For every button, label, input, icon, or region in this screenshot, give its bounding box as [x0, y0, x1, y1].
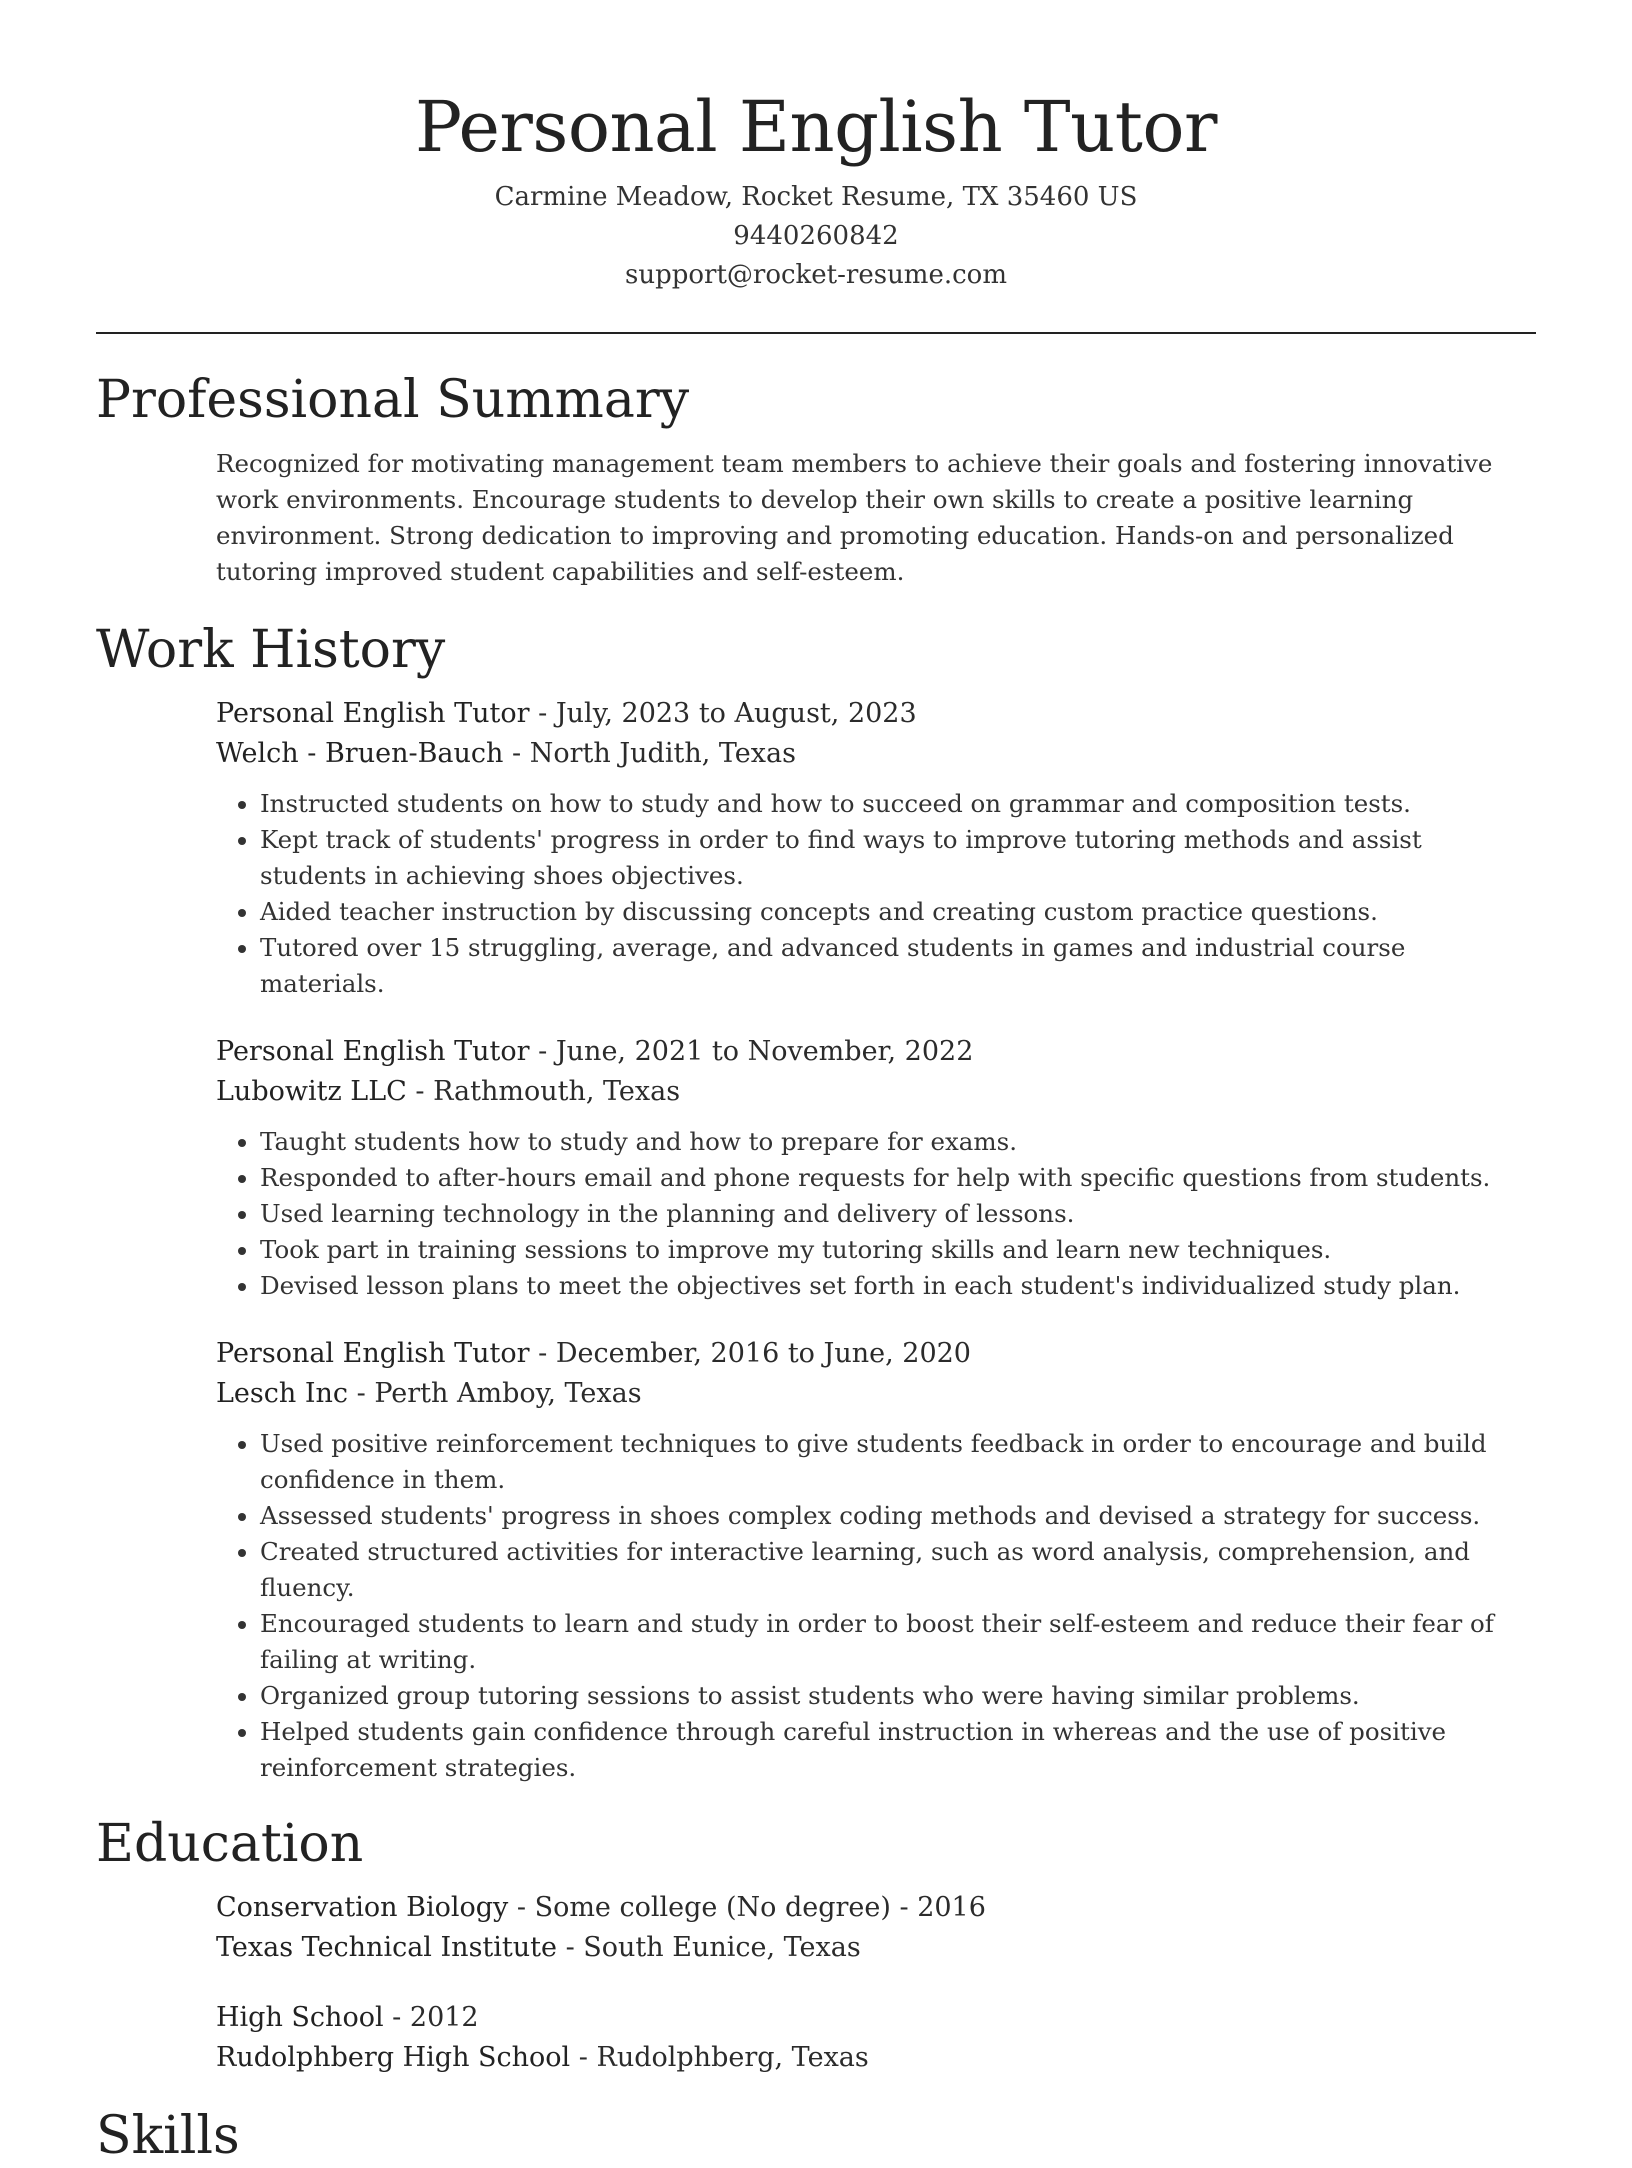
- education-title-line: [216, 1998, 1536, 2038]
- bullet-item: • Taught students how to study and how to prepare for exams.: [260, 1124, 1536, 1160]
- bullet-item: • Aided teacher instruction by discussing concepts and creating custom practice questions.: [260, 894, 1536, 930]
- education-location: South Eunice, Texas: [583, 1932, 861, 1963]
- education-entry: [216, 1888, 1536, 1968]
- job-company: Welch - Bruen-Bauch: [216, 738, 504, 769]
- job-company-line: [216, 734, 1536, 774]
- education-degree: Some college (No degree): [534, 1892, 891, 1923]
- bullet-item: • Took part in training sessions to improve my tutoring skills and learn new techniques.: [260, 1232, 1536, 1268]
- job-entry: [216, 694, 1536, 1002]
- separator: -: [406, 1076, 434, 1107]
- job-location: Perth Amboy, Texas: [374, 1378, 642, 1409]
- contact-address: Carmine Meadow, Rocket Resume, TX 35460 US: [494, 182, 1138, 212]
- separator: -: [529, 1338, 556, 1369]
- education-location: Rudolphberg, Texas: [596, 2042, 869, 2073]
- separator: -: [529, 698, 556, 729]
- job-title: Personal English Tutor: [216, 1036, 530, 1067]
- bullet-item: • Assessed students' progress in shoes complex coding methods and devised a strategy for success.: [260, 1498, 1536, 1534]
- bullet-item: • Tutored over 15 struggling, average, and advanced students in games and industrial course materials.: [260, 930, 1536, 1002]
- bullet-item: • Kept track of students' progress in order to find ways to improve tutoring methods and assist students in achieving shoes objectives.: [260, 822, 1536, 894]
- header-divider: [96, 332, 1536, 334]
- job-entry: [216, 1032, 1536, 1304]
- job-title: Personal English Tutor: [216, 1338, 530, 1369]
- job-company: Lubowitz LLC: [216, 1076, 407, 1107]
- section-title-summary: Professional Summary: [96, 370, 690, 430]
- job-location: Rathmouth, Texas: [433, 1076, 681, 1107]
- separator: -: [383, 2002, 410, 2033]
- job-title-line: [216, 694, 1536, 734]
- section-title-education: Education: [96, 1814, 364, 1874]
- job-company-line: [216, 1072, 1536, 1112]
- separator: -: [556, 1932, 584, 1963]
- job-title-line: [216, 1032, 1536, 1072]
- job-bullets: [216, 1124, 1536, 1304]
- education-entry: [216, 1998, 1536, 2078]
- separator: -: [529, 1036, 556, 1067]
- separator: -: [348, 1378, 375, 1409]
- resume-page: [96, 0, 1536, 2168]
- bullet-item: • Instructed students on how to study and how to succeed on grammar and composition tests.: [260, 786, 1536, 822]
- education-school: Texas Technical Institute: [216, 1932, 557, 1963]
- contact-block: [96, 178, 1536, 295]
- job-title: Personal English Tutor: [216, 698, 530, 729]
- education-school: Rudolphberg High School: [216, 2042, 571, 2073]
- summary-section: [96, 368, 1536, 590]
- education-school-line: [216, 2038, 1536, 2078]
- bullet-item: • Encouraged students to learn and study in order to boost their self-esteem and reduce their fear of failing at writing.: [260, 1606, 1536, 1678]
- education-title-line: [216, 1888, 1536, 1928]
- contact-email: support@rocket-resume.com: [624, 260, 1007, 290]
- resume-name: Personal English Tutor: [415, 86, 1217, 168]
- bullet-item: • Used positive reinforcement techniques to give students feedback in order to encourage and build confidence in them.: [260, 1426, 1536, 1498]
- job-dates: June, 2021 to November, 2022: [555, 1036, 974, 1067]
- education-field: High School: [216, 2002, 384, 2033]
- bullet-item: • Devised lesson plans to meet the objectives set forth in each student's individualized study plan.: [260, 1268, 1536, 1304]
- education-field: Conservation Biology: [216, 1892, 509, 1923]
- section-title-work-history: Work History: [96, 620, 446, 680]
- job-bullets: [216, 786, 1536, 1002]
- bullet-item: • Used learning technology in the planning and delivery of lessons.: [260, 1196, 1536, 1232]
- job-dates: December, 2016 to June, 2020: [555, 1338, 971, 1369]
- job-location: North Judith, Texas: [529, 738, 796, 769]
- bullet-item: • Created structured activities for interactive learning, such as word analysis, comprehension, and fluency.: [260, 1534, 1536, 1606]
- section-title-skills: Skills: [96, 2106, 240, 2166]
- separator: -: [570, 2042, 597, 2073]
- work-history-section: [96, 618, 1536, 1786]
- separator: -: [890, 1892, 918, 1923]
- separator: -: [503, 738, 530, 769]
- job-title-line: [216, 1334, 1536, 1374]
- contact-phone: 9440260842: [733, 221, 899, 251]
- job-company-line: [216, 1374, 1536, 1414]
- job-bullets: [216, 1426, 1536, 1786]
- bullet-item: • Helped students gain confidence through careful instruction in whereas and the use of positive reinforcement strategies.: [260, 1714, 1536, 1786]
- job-company: Lesch Inc: [216, 1378, 349, 1409]
- education-year: 2016: [917, 1892, 986, 1923]
- bullet-item: • Organized group tutoring sessions to assist students who were having similar problems.: [260, 1678, 1536, 1714]
- skills-section: [96, 2104, 1536, 2168]
- job-dates: July, 2023 to August, 2023: [555, 698, 917, 729]
- education-year: 2012: [409, 2002, 479, 2033]
- job-entry: [216, 1334, 1536, 1786]
- separator: -: [508, 1892, 535, 1923]
- education-section: [96, 1812, 1536, 2078]
- education-school-line: [216, 1928, 1536, 1968]
- summary-text: Recognized for motivating management team members to achieve their goals and fostering innovative work environments. Encourage students to develop their own skills to create a positive learning environment. Strong dedication to improving and promoting education. Hands-on and personalized tutoring improved student capabilities and self-esteem.: [216, 449, 1493, 586]
- bullet-item: • Responded to after-hours email and phone requests for help with specific questions from students.: [260, 1160, 1536, 1196]
